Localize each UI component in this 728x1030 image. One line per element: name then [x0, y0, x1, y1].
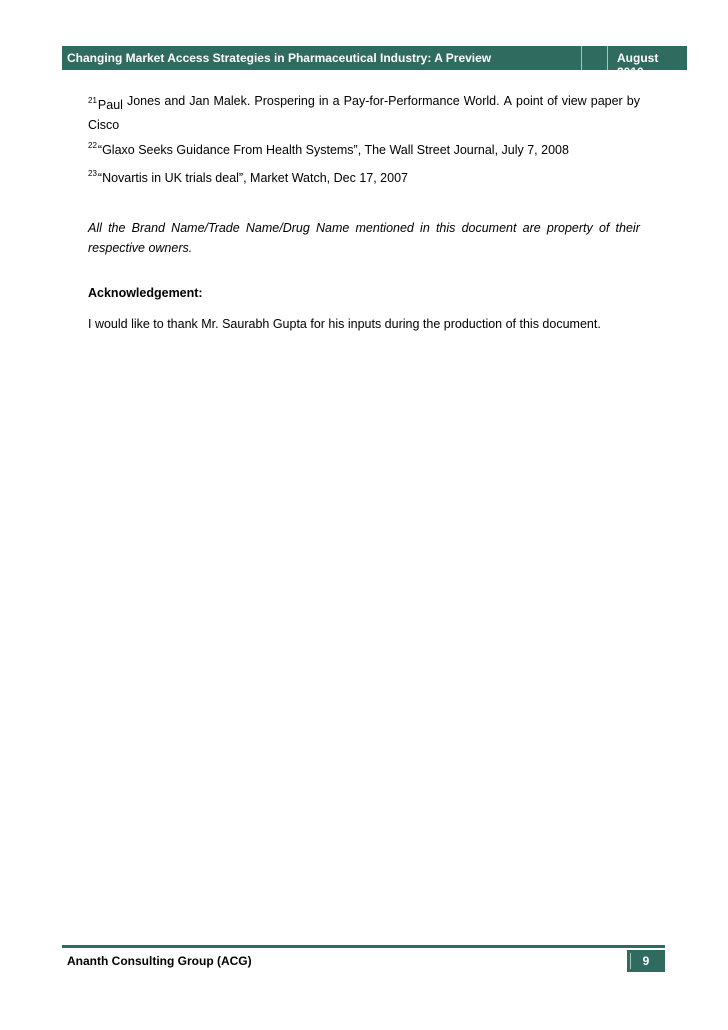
- trademark-notice-line2: respective owners.: [88, 241, 193, 255]
- footnote-21: [88, 91, 640, 135]
- footnote-word: of: [547, 94, 558, 108]
- footnote-word: point: [516, 94, 544, 108]
- footnote-text: “Glaxo Seeks Guidance From Health Systems”, The Wall Street Journal, July 7, 2008: [97, 143, 569, 157]
- footnote-22: [88, 136, 640, 160]
- header-divider: [581, 46, 582, 70]
- footnote-21-line2: Cisco: [88, 118, 120, 132]
- acknowledgement-text: I would like to thank Mr. Saurabh Gupta for his inputs during the production of this document.: [88, 317, 601, 331]
- footnote-word: by: [626, 94, 640, 108]
- trademark-notice-line1: [88, 218, 640, 238]
- footnote-word: a: [332, 94, 340, 108]
- page-number-box: [627, 950, 665, 972]
- acknowledgement-heading: Acknowledgement:: [88, 286, 203, 300]
- footnote-word: Jan: [189, 94, 210, 108]
- document-title: Changing Market Access Strategies in Pharmaceutical Industry: A Preview: [67, 51, 492, 65]
- notice-word: Brand: [131, 221, 165, 235]
- page-number: 9: [642, 954, 650, 968]
- header-divider: [607, 46, 608, 70]
- footnote-word: and: [164, 94, 186, 108]
- footnote-word: A: [503, 94, 512, 108]
- footnote-number: 23: [88, 169, 97, 178]
- notice-word: document: [461, 221, 517, 235]
- notice-word: their: [615, 221, 640, 235]
- notice-word: in: [420, 221, 430, 235]
- header-bar: [62, 46, 687, 79]
- footnote-word: World.: [463, 94, 500, 108]
- notice-word: the: [108, 221, 126, 235]
- footnote-text: “Novartis in UK trials deal”, Market Watch, Dec 17, 2007: [97, 171, 408, 185]
- notice-word: Name/Drug: [245, 221, 310, 235]
- footnote-word: paper: [590, 94, 623, 108]
- document-date: August 2010: [617, 51, 659, 79]
- notice-word: All: [88, 221, 102, 235]
- footnote-number: 21: [88, 96, 97, 105]
- footnote-word: in: [318, 94, 329, 108]
- footnote-word: view: [561, 94, 587, 108]
- footnote-word: Prospering: [254, 94, 315, 108]
- footnote-number: 22: [88, 141, 97, 150]
- notice-word: Name: [315, 221, 350, 235]
- footnote-word: Jones: [126, 94, 161, 108]
- footnote-21-line1: [88, 91, 640, 115]
- trademark-notice: [88, 218, 640, 258]
- notice-word: this: [435, 221, 456, 235]
- footer-company: Ananth Consulting Group (ACG): [67, 954, 252, 968]
- notice-word: of: [598, 221, 610, 235]
- footnote-word: $^{21}$Paul: [88, 96, 123, 112]
- notice-word: mentioned: [355, 221, 414, 235]
- footnote-word: Malek.: [213, 94, 251, 108]
- footer-rule: [62, 945, 665, 948]
- notice-word: property: [546, 221, 593, 235]
- footnote-23: [88, 164, 640, 188]
- notice-word: Name/Trade: [171, 221, 240, 235]
- footnote-word: Pay-for-Performance: [343, 94, 460, 108]
- notice-word: are: [522, 221, 541, 235]
